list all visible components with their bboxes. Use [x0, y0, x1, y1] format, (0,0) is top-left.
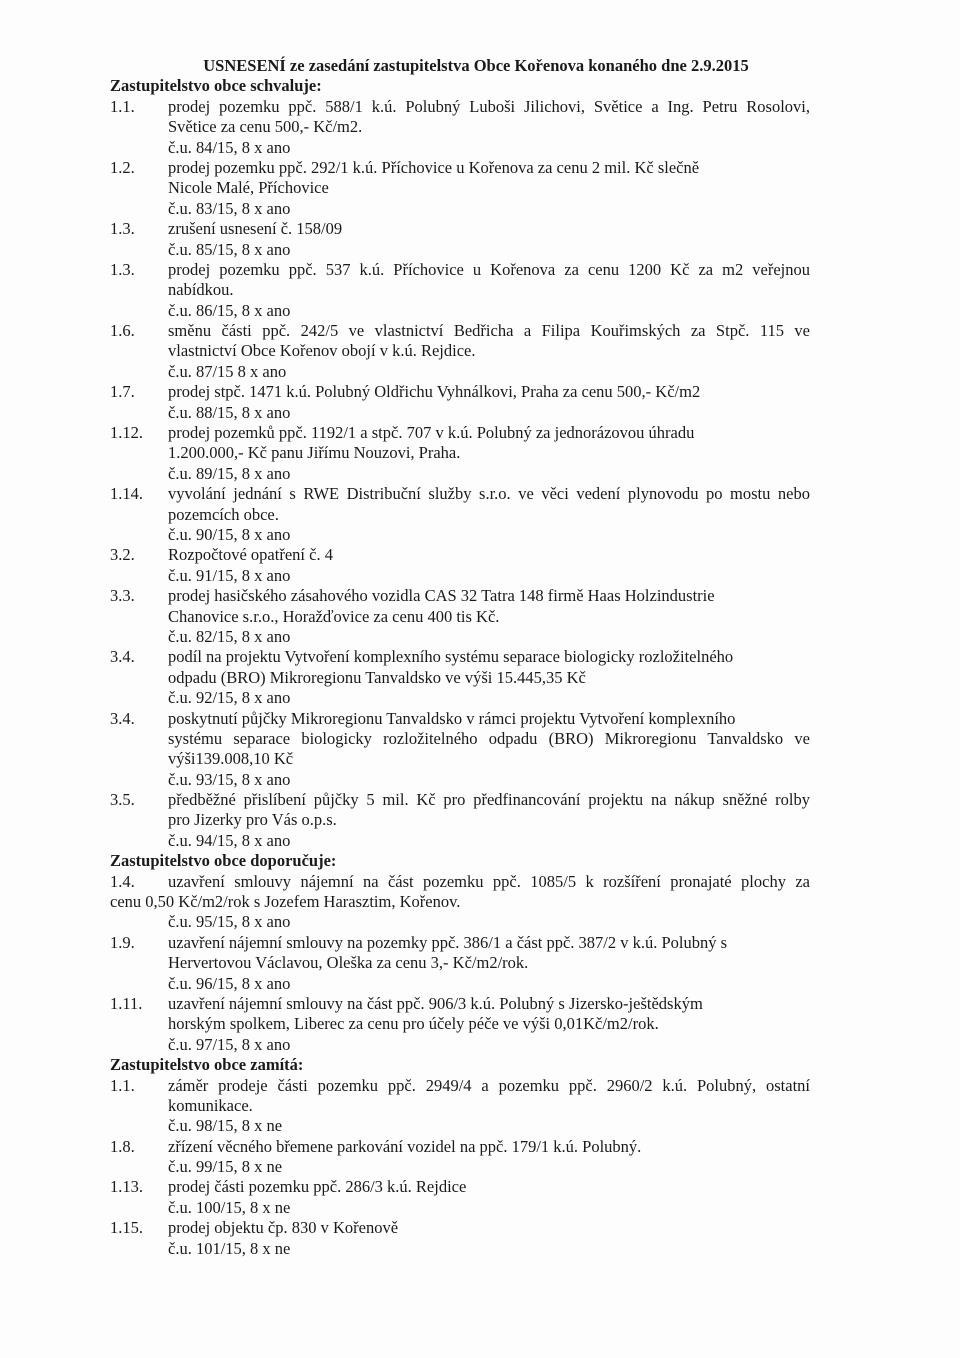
resolution-text: pozemcích obce. — [168, 504, 279, 524]
resolution-number: 1.8. — [110, 1136, 135, 1156]
resolution-text: Chanovice s.r.o., Horažďovice za cenu 400 tis Kč. — [168, 606, 500, 626]
resolution-line — [110, 810, 810, 830]
resolution-text: Rozpočtové opatření č. 4 — [168, 545, 333, 565]
vote-result: č.u. 83/15, 8 x ano — [168, 198, 291, 218]
resolution-text: zřízení věcného břemene parkování vozidel na ppč. 179/1 k.ú. Polubný. — [168, 1136, 642, 1156]
resolution-line — [110, 423, 810, 443]
resolution-text: pro Jizerky pro Vás o.p.s. — [168, 810, 337, 830]
resolution-text: systému separace biologicky rozložitelného odpadu (BRO) Mikroregionu Tanvaldsko ve — [168, 728, 810, 748]
vote-result: č.u. 101/15, 8 x ne — [168, 1238, 291, 1258]
resolution-text: uzavření smlouvy nájemní na část pozemku ppč. 1085/5 k rozšíření pronajaté plochy za — [168, 871, 810, 891]
vote-line — [110, 1116, 810, 1136]
vote-line — [110, 403, 810, 423]
vote-line — [110, 199, 810, 219]
resolution-line — [110, 749, 810, 769]
resolution-number: 1.6. — [110, 321, 135, 341]
vote-result: č.u. 90/15, 8 x ano — [168, 524, 291, 544]
resolution-text: 1.200.000,- Kč panu Jiřímu Nouzovi, Praha. — [168, 443, 461, 463]
resolution-number: 1.15. — [110, 1218, 143, 1238]
resolution-line — [110, 994, 810, 1014]
resolution-text: prodej části pozemku ppč. 286/3 k.ú. Rejdice — [168, 1177, 467, 1197]
resolution-line — [110, 158, 810, 178]
resolution-line — [110, 1177, 810, 1197]
resolution-line — [110, 260, 810, 280]
resolution-line — [110, 668, 810, 688]
resolution-line — [110, 586, 810, 606]
resolution-document — [110, 56, 810, 1259]
resolution-text: výši139.008,10 Kč — [168, 749, 294, 769]
resolution-text: prodej stpč. 1471 k.ú. Polubný Oldřichu Vyhnálkovi, Praha za cenu 500,- Kč/m2 — [168, 382, 701, 402]
resolution-number: 1.12. — [110, 423, 143, 443]
resolution-number: 1.7. — [110, 382, 135, 402]
resolution-text: nabídkou. — [168, 280, 234, 300]
resolution-text: horským spolkem, Liberec za cenu pro účely péče ve výši 0,01Kč/m2/rok. — [168, 1014, 659, 1034]
vote-result: č.u. 92/15, 8 x ano — [168, 688, 291, 708]
vote-result: č.u. 97/15, 8 x ano — [168, 1034, 291, 1054]
resolution-number: 3.3. — [110, 586, 135, 606]
resolution-text: podíl na projektu Vytvoření komplexního systému separace biologicky rozložitelného — [168, 647, 734, 667]
vote-line — [110, 464, 810, 484]
vote-line — [110, 974, 810, 994]
resolution-line — [110, 1137, 810, 1157]
resolution-number: 1.3. — [110, 219, 135, 239]
resolution-number: 1.3. — [110, 259, 135, 279]
resolution-line — [110, 709, 810, 729]
resolution-line — [110, 280, 810, 300]
resolution-text: prodej objektu čp. 830 v Kořenově — [168, 1218, 399, 1238]
vote-line — [110, 301, 810, 321]
vote-result: č.u. 84/15, 8 x ano — [168, 137, 291, 157]
resolution-line — [110, 97, 810, 117]
document-title: USNESENÍ ze zasedání zastupitelstva Obce Kořenova konaného dne 2.9.2015 — [203, 56, 749, 75]
vote-line — [110, 627, 810, 647]
vote-line — [110, 688, 810, 708]
vote-result: č.u. 87/15 8 x ano — [168, 361, 287, 381]
vote-line — [110, 566, 810, 586]
vote-result: č.u. 93/15, 8 x ano — [168, 769, 291, 789]
resolution-line — [110, 341, 810, 361]
resolution-text: předběžné přislíbení půjčky 5 mil. Kč pro předfinancování projektu na nákup sněžné rolby — [168, 790, 810, 810]
resolution-line — [110, 178, 810, 198]
resolution-text: prodej pozemku ppč. 588/1 k.ú. Polubný Luboši Jilichovi, Světice a Ing. Petru Rosolovi, — [168, 96, 810, 116]
resolution-text: poskytnutí půjčky Mikroregionu Tanvaldsko v rámci projektu Vytvoření komplexního — [168, 708, 736, 728]
resolution-line — [110, 1014, 810, 1034]
resolution-line — [110, 872, 810, 892]
resolution-number: 1.13. — [110, 1177, 143, 1197]
vote-line — [110, 1198, 810, 1218]
section-heading: Zastupitelstvo obce schvaluje: — [110, 76, 322, 96]
vote-result: č.u. 95/15, 8 x ano — [168, 912, 291, 932]
section-heading: Zastupitelstvo obce zamítá: — [110, 1055, 304, 1075]
resolution-line — [110, 647, 810, 667]
vote-line — [110, 240, 810, 260]
resolution-text: směnu části ppč. 242/5 ve vlastnictví Bedřicha a Filipa Kouřimských za Stpč. 115 ve — [168, 321, 810, 341]
vote-line — [110, 1157, 810, 1177]
resolution-text: Nicole Malé, Příchovice — [168, 178, 329, 198]
resolution-text: zrušení usnesení č. 158/09 — [168, 219, 343, 239]
vote-line — [110, 912, 810, 932]
resolution-number: 3.4. — [110, 708, 135, 728]
resolution-text: prodej hasičského zásahového vozidla CAS 32 Tatra 148 firmě Haas Holzindustrie — [168, 586, 715, 606]
resolution-number: 1.9. — [110, 932, 135, 952]
resolution-number: 1.1. — [110, 1075, 135, 1095]
vote-result: č.u. 100/15, 8 x ne — [168, 1197, 291, 1217]
resolution-line — [110, 1218, 810, 1238]
vote-result: č.u. 82/15, 8 x ano — [168, 626, 291, 646]
vote-result: č.u. 96/15, 8 x ano — [168, 973, 291, 993]
vote-line — [110, 1035, 810, 1055]
resolution-number: 1.14. — [110, 484, 143, 504]
vote-line — [110, 362, 810, 382]
resolution-line — [110, 933, 810, 953]
resolution-text: vlastnictví Obce Kořenov obojí v k.ú. Rejdice. — [168, 341, 476, 361]
resolution-text: záměr prodeje části pozemku ppč. 2949/4 a pozemku ppč. 2960/2 k.ú. Polubný, ostatní — [168, 1075, 810, 1095]
resolution-line — [110, 953, 810, 973]
resolution-line — [110, 729, 810, 749]
resolution-line — [110, 443, 810, 463]
resolution-line — [110, 607, 810, 627]
vote-line — [110, 831, 810, 851]
vote-result: č.u. 91/15, 8 x ano — [168, 565, 291, 585]
resolution-line — [110, 545, 810, 565]
resolution-number: 1.4. — [110, 871, 135, 891]
vote-line — [110, 1239, 810, 1259]
vote-result: č.u. 98/15, 8 x ne — [168, 1116, 283, 1136]
vote-line — [110, 770, 810, 790]
resolution-number: 1.1. — [110, 96, 135, 116]
resolution-line — [110, 505, 810, 525]
vote-result: č.u. 85/15, 8 x ano — [168, 239, 291, 259]
resolution-text: vyvolání jednání s RWE Distribuční služby s.r.o. ve věci vedení plynovodu po mostu nebo — [168, 484, 810, 504]
vote-line — [110, 138, 810, 158]
resolution-number: 1.2. — [110, 157, 135, 177]
resolution-text: uzavření nájemní smlouvy na část ppč. 906/3 k.ú. Polubný s Jizersko-ještědským — [168, 993, 703, 1013]
vote-result: č.u. 94/15, 8 x ano — [168, 830, 291, 850]
resolution-text: odpadu (BRO) Mikroregionu Tanvaldsko ve výši 15.445,35 Kč — [168, 667, 586, 687]
resolution-text: prodej pozemku ppč. 537 k.ú. Příchovice u Kořenova za cenu 1200 Kč za m2 veřejnou — [168, 259, 810, 279]
resolution-line — [110, 484, 810, 504]
resolution-line — [110, 790, 810, 810]
vote-result: č.u. 88/15, 8 x ano — [168, 402, 291, 422]
resolution-line — [110, 219, 810, 239]
resolution-line — [110, 321, 810, 341]
resolution-line — [110, 1076, 810, 1096]
resolution-text: komunikace. — [168, 1095, 253, 1115]
resolution-number: 3.5. — [110, 790, 135, 810]
vote-result: č.u. 99/15, 8 x ne — [168, 1157, 283, 1177]
resolution-text: cenu 0,50 Kč/m2/rok s Jozefem Harasztim, Kořenov. — [110, 892, 461, 912]
resolution-text: Hervertovou Václavou, Oleška za cenu 3,- Kč/m2/rok. — [168, 953, 529, 973]
vote-result: č.u. 89/15, 8 x ano — [168, 463, 291, 483]
resolution-line — [110, 117, 810, 137]
resolution-text: prodej pozemku ppč. 292/1 k.ú. Příchovice u Kořenova za cenu 2 mil. Kč slečně — [168, 157, 700, 177]
resolution-number: 1.11. — [110, 993, 143, 1013]
resolution-line — [110, 382, 810, 402]
resolution-text: Světice za cenu 500,- Kč/m2. — [168, 117, 363, 137]
resolution-line — [110, 892, 810, 912]
resolution-line — [110, 1096, 810, 1116]
section-heading: Zastupitelstvo obce doporučuje: — [110, 851, 337, 871]
vote-result: č.u. 86/15, 8 x ano — [168, 300, 291, 320]
resolution-number: 3.4. — [110, 647, 135, 667]
resolution-text: prodej pozemků ppč. 1192/1 a stpč. 707 v k.ú. Polubný za jednorázovou úhradu — [168, 423, 695, 443]
resolution-number: 3.2. — [110, 545, 135, 565]
vote-line — [110, 525, 810, 545]
resolution-text: uzavření nájemní smlouvy na pozemky ppč. 386/1 a část ppč. 387/2 v k.ú. Polubný s — [168, 932, 728, 952]
